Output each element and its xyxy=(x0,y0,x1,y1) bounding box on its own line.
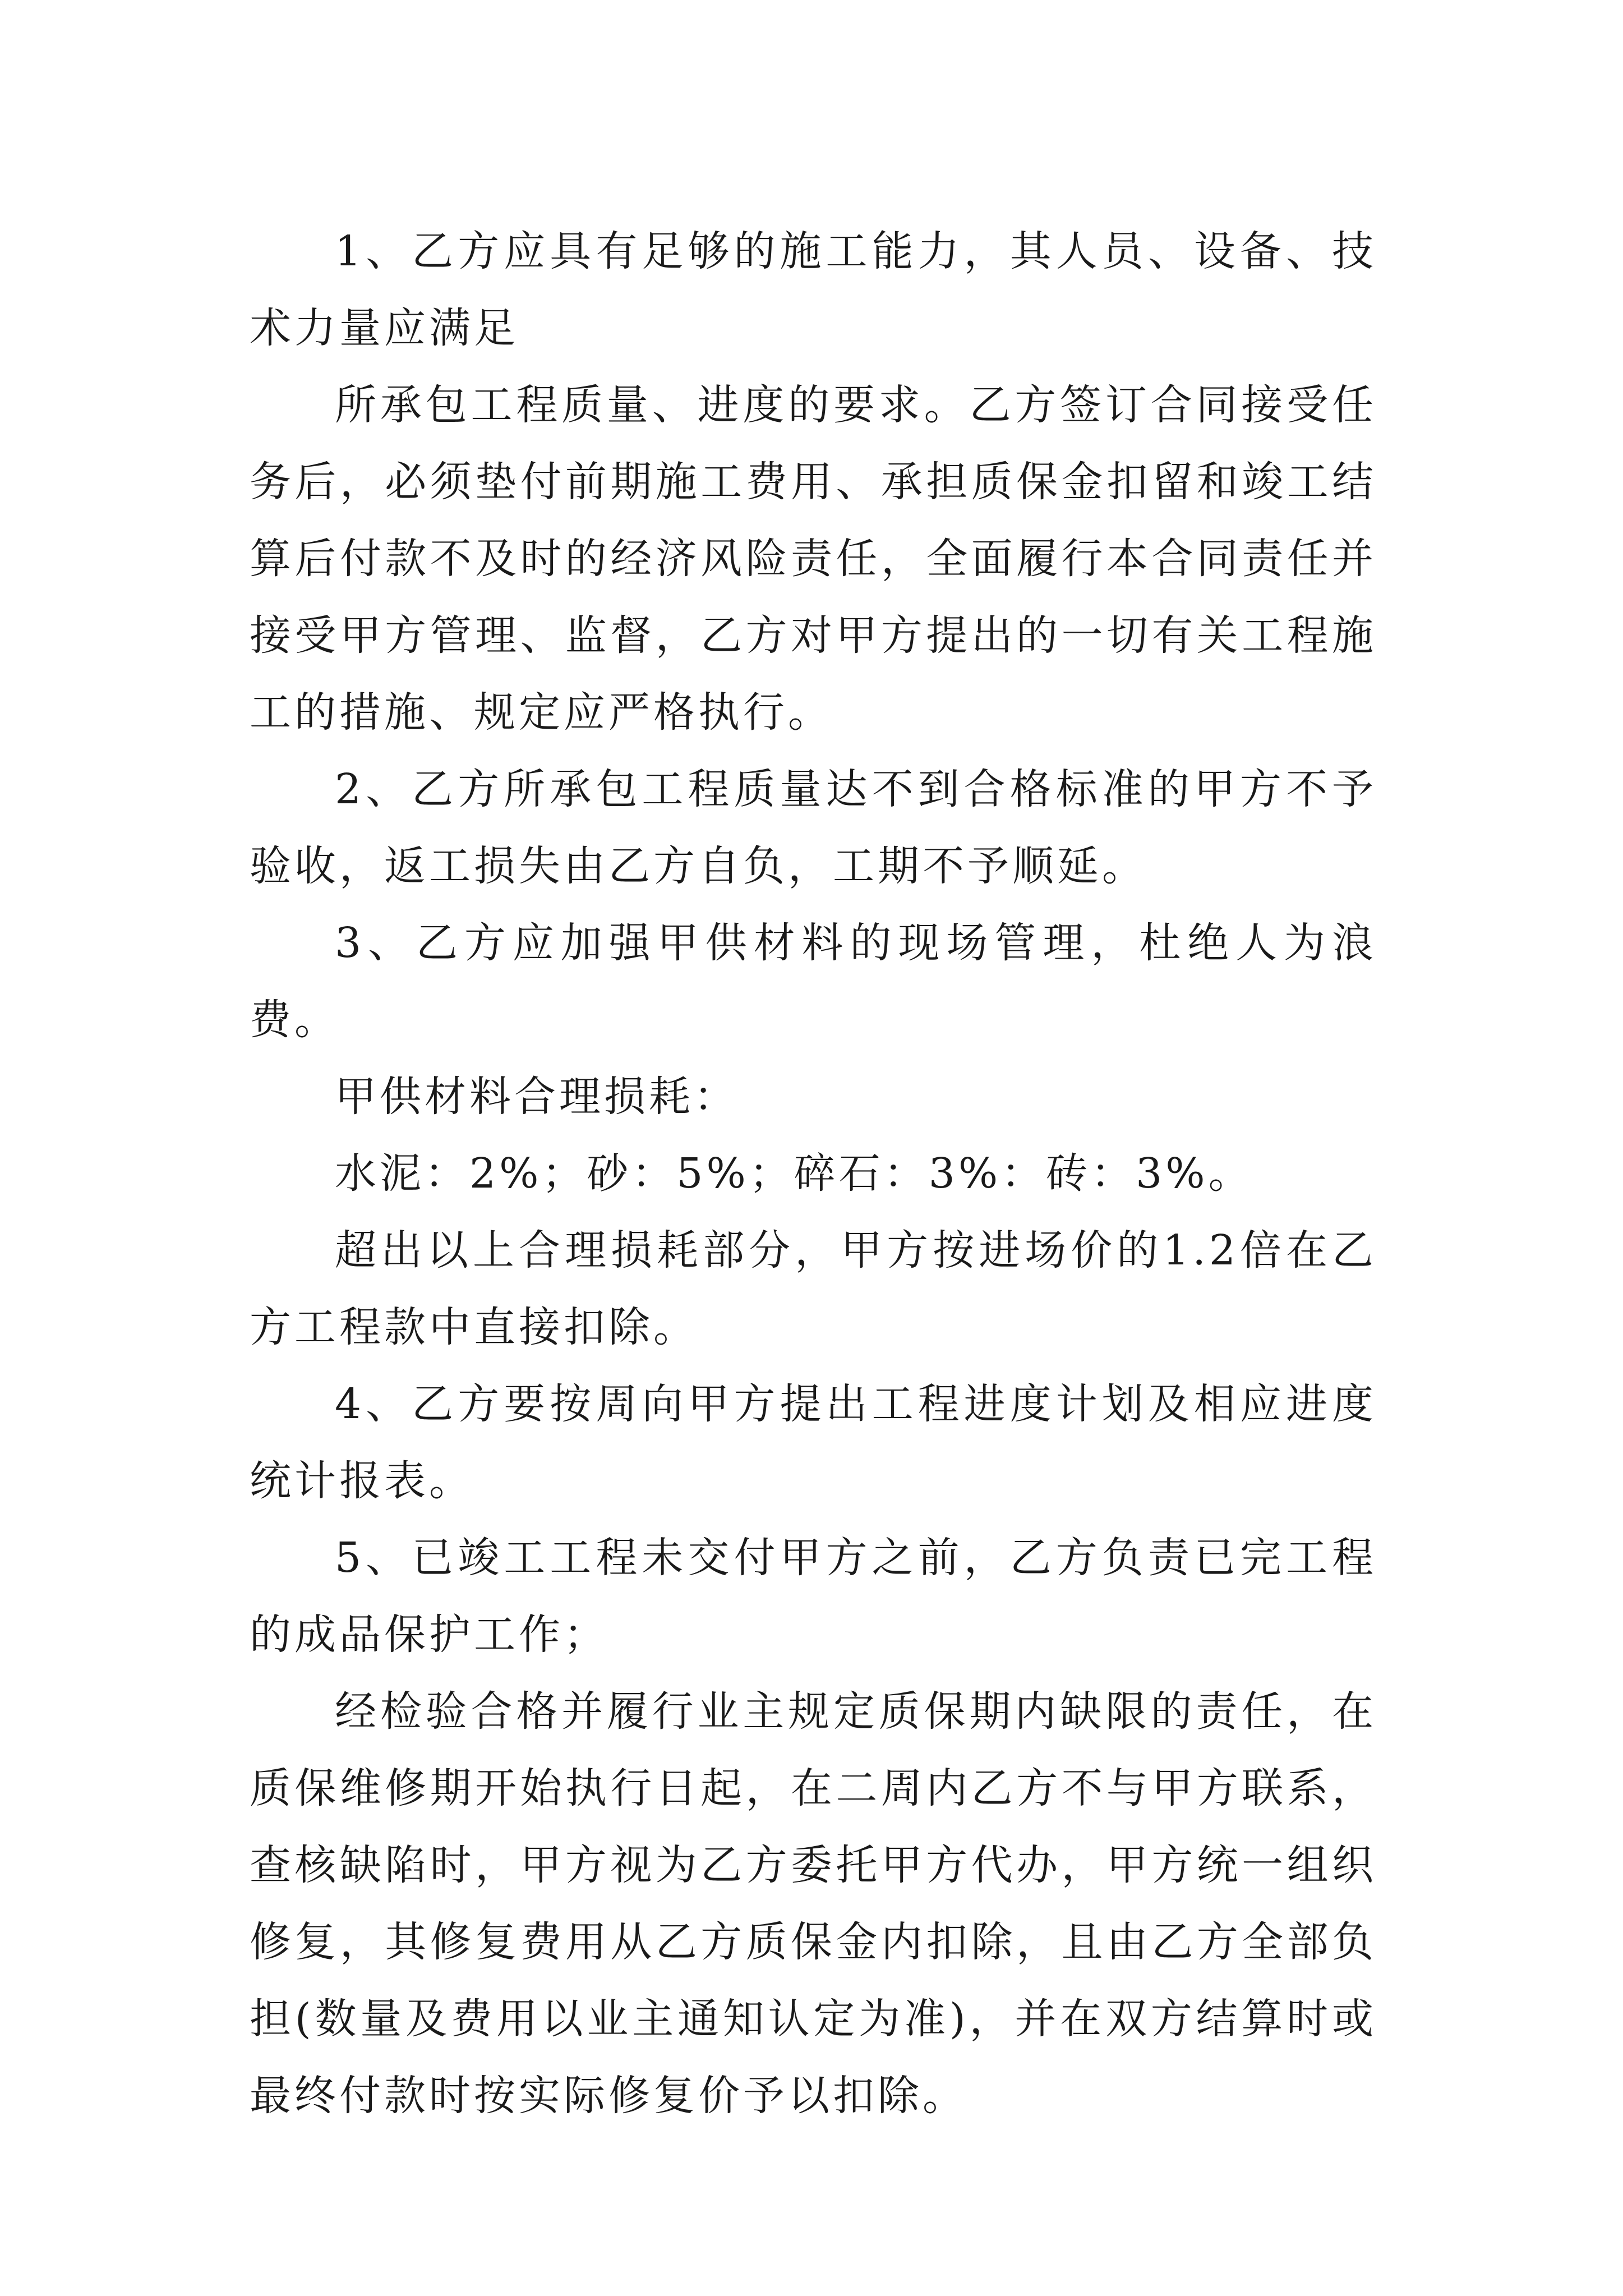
paragraph-2: 所承包工程质量、进度的要求。乙方签订合同接受任务后，必须垫付前期施工费用、承担质保金扣留和竣工结算后付款不及时的经济风险责任，全面履行本合同责任并接受甲方管理、监督，乙方对甲方提出的一切有关工程施工的措施、规定应严格执行。 xyxy=(250,381,1377,737)
paragraph-8: 4、乙方要按周向甲方提出工程进度计划及相应进度统计报表。 xyxy=(250,1380,1377,1505)
paragraph-10: 经检验合格并履行业主规定质保期内缺限的责任，在质保维修期开始执行日起，在二周内乙方不与甲方联系，查核缺陷时，甲方视为乙方委托甲方代办，甲方统一组织修复，其修复费用从乙方质保金内扣除，且由乙方全部负担(数量及费用以业主通知认定为准)，并在双方结算时或最终付款时按实际修复价予以扣除。 xyxy=(250,1687,1377,2120)
paragraph-1: 1、乙方应具有足够的施工能力，其人员、设备、技术力量应满足 xyxy=(250,227,1377,352)
paragraph-4: 3、乙方应加强甲供材料的现场管理，杜绝人为浪费。 xyxy=(250,919,1377,1044)
paragraph-5: 甲供材料合理损耗： xyxy=(335,1073,739,1121)
paragraph-6: 水泥：2%；砂：5%；碎石：3%：砖：3%。 xyxy=(335,1149,1253,1198)
paragraph-7: 超出以上合理损耗部分，甲方按进场价的1.2倍在乙方工程款中直接扣除。 xyxy=(250,1226,1377,1351)
document-body xyxy=(250,213,1377,2134)
paragraph-9: 5、已竣工工程未交付甲方之前，乙方负责已完工程的成品保护工作； xyxy=(250,1534,1377,1659)
paragraph-3: 2、乙方所承包工程质量达不到合格标准的甲方不予验收，返工损失由乙方自负，工期不予顺延。 xyxy=(250,765,1377,890)
